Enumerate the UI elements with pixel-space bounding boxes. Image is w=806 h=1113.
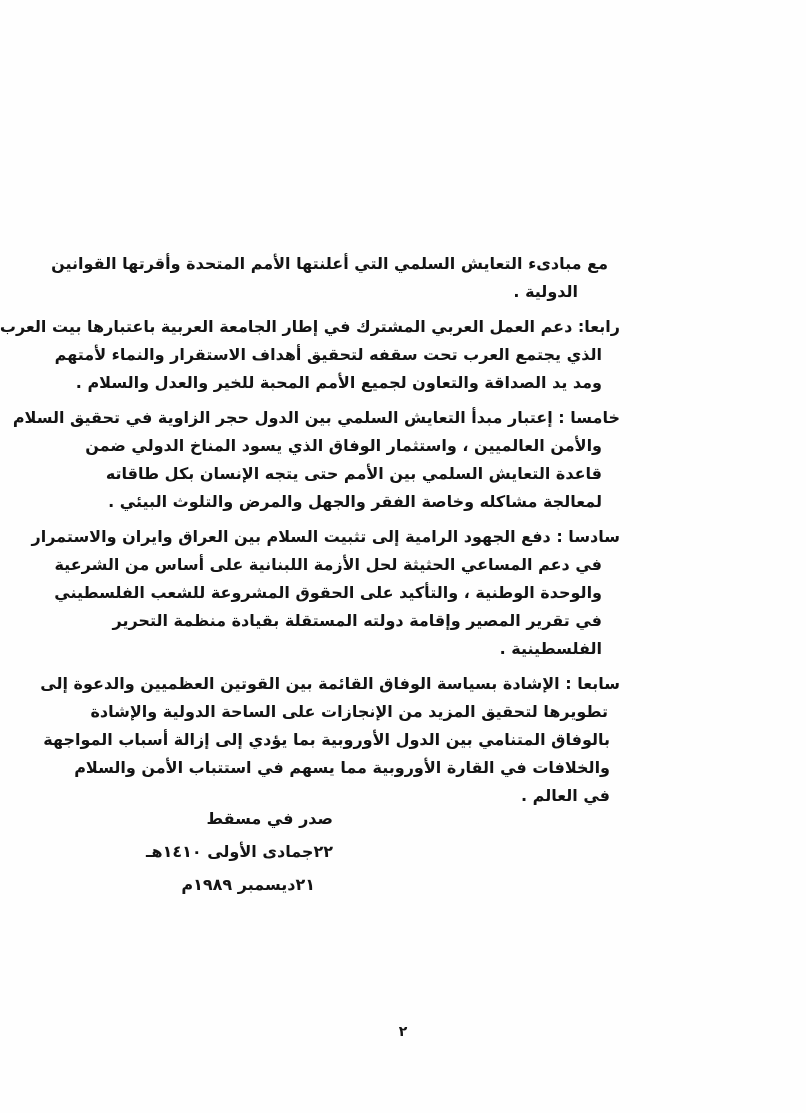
text-line: الذي يجتمع العرب تحت سقفه لتحقيق أهداف الاستقرار والنماء لأمتهم [54,345,602,364]
text-line: بالوفاق المتنامي بين الدول الأوروبية بما يؤدي إلى إزالة أسباب المواجهة [43,730,610,749]
page-number: ٢ [398,1024,408,1040]
paragraph-continuation [51,250,620,306]
signature-block [146,802,333,901]
text-line: والوحدة الوطنية ، والتأكيد على الحقوق المشروعة للشعب الفلسطيني [54,583,602,602]
paragraph-sixth [31,523,620,663]
text-line: والخلافات في القارة الأوروبية مما يسهم في استتباب الأمن والسلام [74,758,610,777]
text-line: سادسا : دفع الجهود الرامية إلى تثبيت السلام بين العراق وايران والاستمرار [31,527,620,546]
text-line: قاعدة التعايش السلمي بين الأمم حتى يتجه الإنسان بكل طاقاته [105,464,602,483]
text-line: خامسا : إعتبار مبدأ التعايش السلمي بين الدول حجر الزاوية في تحقيق السلام [12,408,620,427]
paragraph-fifth [12,404,620,516]
text-line: رابعا: دعم العمل العربي المشترك في إطار الجامعة العربية باعتبارها بيت العرب [0,317,620,336]
text-line: الدولية . [513,282,578,301]
text-line: في تقرير المصير وإقامة دولته المستقلة بقيادة منظمة التحرير [112,611,602,630]
gregorian-date-line: ٢١ديسمبر ١٩٨٩م [181,875,315,894]
text-line: لمعالجة مشاكله وخاصة الفقر والجهل والمرض والتلوث البيئي . [108,492,602,511]
text-line: سابعا : الإشادة بسياسة الوفاق القائمة بين القوتين العظميين والدعوة إلى [40,674,620,693]
issued-place-line: صدر في مسقط [206,809,333,828]
paragraph-fourth [0,313,620,397]
text-line: في دعم المساعي الحثيثة لحل الأزمة اللبنانية على أساس من الشرعية [54,555,602,574]
text-line: تطويرها لتحقيق المزيد من الإنجازات على الساحة الدولية والإشادة [90,702,608,721]
text-line: والأمن العالميين ، واستثمار الوفاق الذي يسود المناخ الدولي ضمن [85,436,602,455]
hijri-date-line: ٢٢جمادى الأولى ١٤١٠هـ [146,842,333,861]
text-line: في العالم . [521,786,610,805]
text-line: مع مبادىء التعايش السلمي التي أعلنتها الأمم المتحدة وأقرتها القوانين [51,254,608,273]
paragraph-seventh [40,670,620,810]
text-line: ومد يد الصداقة والتعاون لجميع الأمم المحبة للخير والعدل والسلام . [75,373,602,392]
text-line: الفلسطينية . [499,639,602,658]
body-text [0,250,620,817]
